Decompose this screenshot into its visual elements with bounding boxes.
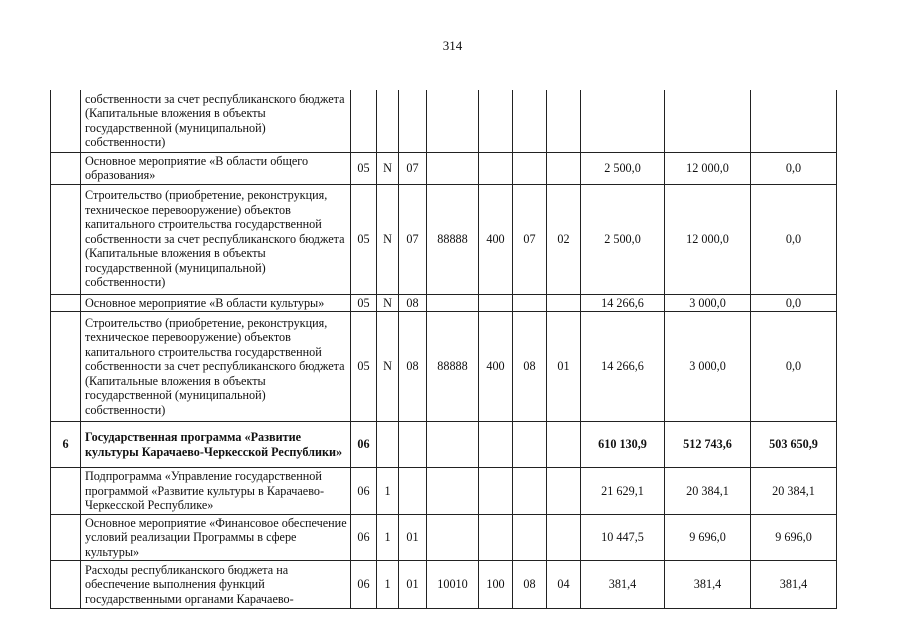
expense-type-cell <box>479 294 513 312</box>
direction-code-cell <box>427 294 479 312</box>
subprogram-code-cell <box>377 90 399 152</box>
direction-code-cell: 88888 <box>427 312 479 422</box>
item-name-cell: Расходы республиканского бюджета на обеспечение выполнения функций государственными органами Карачаево- <box>81 561 351 609</box>
amount-year3-cell: 0,0 <box>751 152 837 184</box>
amount-year2-cell: 20 384,1 <box>665 468 751 515</box>
amount-year1-cell: 14 266,6 <box>581 294 665 312</box>
table-row <box>51 90 837 152</box>
subsection-cell <box>547 422 581 468</box>
row-number-cell <box>51 561 81 609</box>
direction-code-cell <box>427 422 479 468</box>
table-body <box>51 90 837 609</box>
activity-code-cell: 07 <box>399 152 427 184</box>
table-row <box>51 514 837 561</box>
row-number-cell <box>51 312 81 422</box>
subprogram-code-cell: 1 <box>377 514 399 561</box>
table-row <box>51 422 837 468</box>
subsection-cell: 01 <box>547 312 581 422</box>
page-number: 314 <box>442 38 463 53</box>
subsection-cell <box>547 294 581 312</box>
expense-type-cell <box>479 514 513 561</box>
subprogram-code-cell: N <box>377 294 399 312</box>
subprogram-code-cell <box>377 422 399 468</box>
amount-year3-cell: 20 384,1 <box>751 468 837 515</box>
direction-code-cell <box>427 90 479 152</box>
amount-year1-cell: 2 500,0 <box>581 152 665 184</box>
expense-type-cell <box>479 152 513 184</box>
amount-year2-cell: 3 000,0 <box>665 312 751 422</box>
table-row <box>51 294 837 312</box>
direction-code-cell <box>427 514 479 561</box>
amount-year3-cell <box>751 90 837 152</box>
section-cell <box>513 152 547 184</box>
activity-code-cell: 01 <box>399 561 427 609</box>
row-number-cell <box>51 294 81 312</box>
row-number-cell: 6 <box>51 422 81 468</box>
expense-type-cell <box>479 422 513 468</box>
activity-code-cell: 07 <box>399 184 427 294</box>
subprogram-code-cell: 1 <box>377 561 399 609</box>
amount-year1-cell: 610 130,9 <box>581 422 665 468</box>
section-cell: 07 <box>513 184 547 294</box>
subsection-cell <box>547 152 581 184</box>
amount-year3-cell: 0,0 <box>751 184 837 294</box>
activity-code-cell <box>399 468 427 515</box>
table-row <box>51 561 837 609</box>
activity-code-cell: 08 <box>399 312 427 422</box>
amount-year3-cell: 0,0 <box>751 294 837 312</box>
expense-type-cell <box>479 468 513 515</box>
row-number-cell <box>51 90 81 152</box>
subprogram-code-cell: N <box>377 312 399 422</box>
item-name-cell: Государственная программа «Развитие культуры Карачаево-Черкесской Республики» <box>81 422 351 468</box>
amount-year3-cell: 0,0 <box>751 312 837 422</box>
amount-year2-cell <box>665 90 751 152</box>
expense-type-cell: 100 <box>479 561 513 609</box>
program-code-cell: 05 <box>351 294 377 312</box>
program-code-cell: 05 <box>351 184 377 294</box>
subprogram-code-cell: N <box>377 152 399 184</box>
expense-type-cell: 400 <box>479 184 513 294</box>
subsection-cell: 04 <box>547 561 581 609</box>
activity-code-cell: 08 <box>399 294 427 312</box>
subprogram-code-cell: 1 <box>377 468 399 515</box>
item-name-cell: Строительство (приобретение, реконструкция, техническое перевооружение) объектов капитального строительства государственной собственности за счет республиканского бюджета (Капитальные вложения в объекты государственной (муниципальной) собственности) <box>81 312 351 422</box>
activity-code-cell: 01 <box>399 514 427 561</box>
program-code-cell: 05 <box>351 152 377 184</box>
program-code-cell <box>351 90 377 152</box>
amount-year2-cell: 12 000,0 <box>665 152 751 184</box>
amount-year3-cell: 503 650,9 <box>751 422 837 468</box>
section-cell <box>513 422 547 468</box>
program-code-cell: 06 <box>351 514 377 561</box>
activity-code-cell <box>399 90 427 152</box>
amount-year1-cell: 10 447,5 <box>581 514 665 561</box>
amount-year1-cell: 14 266,6 <box>581 312 665 422</box>
amount-year1-cell: 21 629,1 <box>581 468 665 515</box>
item-name-cell: Основное мероприятие «В области общего образования» <box>81 152 351 184</box>
row-number-cell <box>51 514 81 561</box>
subsection-cell: 02 <box>547 184 581 294</box>
row-number-cell <box>51 152 81 184</box>
table-row <box>51 152 837 184</box>
item-name-cell: Основное мероприятие «Финансовое обеспечение условий реализации Программы в сфере культуры» <box>81 514 351 561</box>
row-number-cell <box>51 468 81 515</box>
item-name-cell: собственности за счет республиканского бюджета (Капитальные вложения в объекты государственной (муниципальной) собственности) <box>81 90 351 152</box>
activity-code-cell <box>399 422 427 468</box>
item-name-cell: Подпрограмма «Управление государственной программой «Развитие культуры в Карачаево-Черкесской Республике» <box>81 468 351 515</box>
amount-year1-cell: 2 500,0 <box>581 184 665 294</box>
section-cell <box>513 294 547 312</box>
subsection-cell <box>547 90 581 152</box>
item-name-cell: Основное мероприятие «В области культуры» <box>81 294 351 312</box>
program-code-cell: 05 <box>351 312 377 422</box>
expense-type-cell: 400 <box>479 312 513 422</box>
amount-year3-cell: 381,4 <box>751 561 837 609</box>
table-row <box>51 468 837 515</box>
row-number-cell <box>51 184 81 294</box>
subprogram-code-cell: N <box>377 184 399 294</box>
item-name-cell: Строительство (приобретение, реконструкция, техническое перевооружение) объектов капитального строительства государственной собственности за счет республиканского бюджета (Капитальные вложения в объекты государственной (муниципальной) собственности) <box>81 184 351 294</box>
direction-code-cell <box>427 152 479 184</box>
budget-table <box>50 90 837 609</box>
section-cell <box>513 514 547 561</box>
amount-year2-cell: 12 000,0 <box>665 184 751 294</box>
direction-code-cell: 88888 <box>427 184 479 294</box>
amount-year2-cell: 381,4 <box>665 561 751 609</box>
amount-year2-cell: 512 743,6 <box>665 422 751 468</box>
table-row <box>51 184 837 294</box>
direction-code-cell <box>427 468 479 515</box>
expense-type-cell <box>479 90 513 152</box>
subsection-cell <box>547 468 581 515</box>
amount-year2-cell: 9 696,0 <box>665 514 751 561</box>
section-cell: 08 <box>513 312 547 422</box>
section-cell <box>513 90 547 152</box>
subsection-cell <box>547 514 581 561</box>
amount-year2-cell: 3 000,0 <box>665 294 751 312</box>
table-row <box>51 312 837 422</box>
section-cell <box>513 468 547 515</box>
amount-year3-cell: 9 696,0 <box>751 514 837 561</box>
program-code-cell: 06 <box>351 422 377 468</box>
section-cell: 08 <box>513 561 547 609</box>
program-code-cell: 06 <box>351 561 377 609</box>
amount-year1-cell: 381,4 <box>581 561 665 609</box>
program-code-cell: 06 <box>351 468 377 515</box>
amount-year1-cell <box>581 90 665 152</box>
direction-code-cell: 10010 <box>427 561 479 609</box>
